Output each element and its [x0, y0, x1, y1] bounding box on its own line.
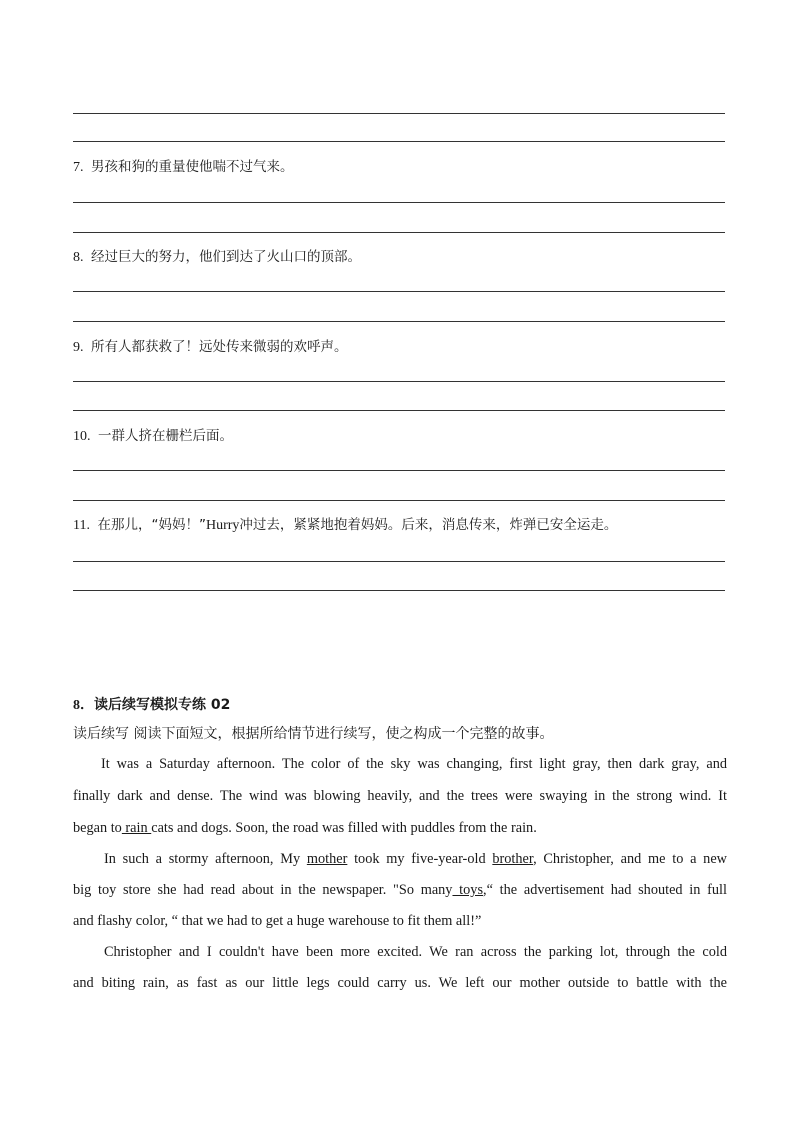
underlined-word: mother	[306, 851, 348, 867]
passage-text: big toy store she had read about in the newspaper. "So many	[73, 882, 453, 898]
passage-text: Christopher and I couldn't have been more excited. We ran across the parking lot, through the cold	[104, 944, 727, 960]
passage-line	[73, 973, 727, 993]
underlined-word: brother	[492, 851, 534, 867]
answer-line[interactable]	[73, 470, 725, 471]
answer-line[interactable]	[73, 232, 725, 233]
passage-text: cats and dogs. Soon, the road was filled with puddles from the rain.	[151, 820, 537, 836]
passage-text: , Christopher, and me to a new	[533, 851, 727, 867]
passage-line	[73, 880, 727, 900]
answer-line[interactable]	[73, 291, 725, 292]
question-8	[73, 248, 361, 267]
underlined-word: toys	[452, 882, 484, 898]
question-10	[73, 427, 233, 446]
passage-line	[73, 818, 537, 838]
question-number: 11.	[73, 518, 90, 533]
answer-line[interactable]	[73, 321, 725, 322]
passage-text: and biting rain, as fast as our little legs could carry us. We left our mother outside to battle with the	[73, 975, 727, 991]
question-text-pre: 在那儿，“妈妈！”	[97, 517, 206, 533]
section-instruction: 读后续写 阅读下面短文，根据所给情节进行续写，使之构成一个完整的故事。	[73, 726, 554, 742]
question-number: 8.	[73, 250, 84, 265]
answer-line[interactable]	[73, 141, 725, 142]
passage-line	[104, 849, 727, 869]
answer-line[interactable]	[73, 590, 725, 591]
answer-line[interactable]	[73, 410, 725, 411]
answer-line[interactable]	[73, 381, 725, 382]
passage-text: and flashy color, “ that we had to get a huge warehouse to fit them all!”	[73, 913, 482, 929]
section-title: ．读后续写模拟专练 02	[80, 697, 231, 713]
section-number: 8	[73, 698, 80, 713]
question-7	[73, 158, 294, 177]
question-9	[73, 338, 348, 357]
passage-line	[73, 911, 481, 931]
answer-line[interactable]	[73, 113, 725, 114]
question-text: 所有人都获救了！远处传来微弱的欢呼声。	[91, 339, 348, 355]
passage-text: It was a Saturday afternoon. The color of the sky was changing, first light gray, then dark gray, and	[101, 756, 727, 772]
question-text: 男孩和狗的重量使他喘不过气来。	[91, 159, 294, 175]
passage-line	[104, 942, 727, 962]
passage-line	[101, 754, 727, 774]
question-text: 一群人挤在栅栏后面。	[98, 428, 233, 444]
question-text-en: Hurry	[205, 518, 240, 533]
answer-line[interactable]	[73, 561, 725, 562]
passage-line	[73, 786, 727, 806]
question-text: 经过巨大的努力，他们到达了火山口的顶部。	[91, 249, 361, 265]
question-number: 7.	[73, 160, 84, 175]
passage-text: finally dark and dense. The wind was blowing heavily, and the trees were swaying in the strong wind. It	[73, 788, 727, 804]
passage-text: In such a stormy afternoon, My	[104, 851, 307, 867]
passage-text: ,“ the advertisement had shouted in full	[483, 882, 727, 898]
answer-line[interactable]	[73, 202, 725, 203]
question-number: 9.	[73, 340, 84, 355]
underlined-word: rain	[121, 820, 152, 836]
question-number: 10.	[73, 429, 91, 444]
question-11	[73, 516, 617, 535]
passage-text: took my five-year-old	[347, 851, 493, 867]
section-heading	[73, 694, 230, 714]
answer-line[interactable]	[73, 500, 725, 501]
question-text-post: 冲过去，紧紧地抱着妈妈。后来，消息传来，炸弹已安全运走。	[239, 517, 618, 533]
passage-text: began to	[73, 820, 122, 836]
